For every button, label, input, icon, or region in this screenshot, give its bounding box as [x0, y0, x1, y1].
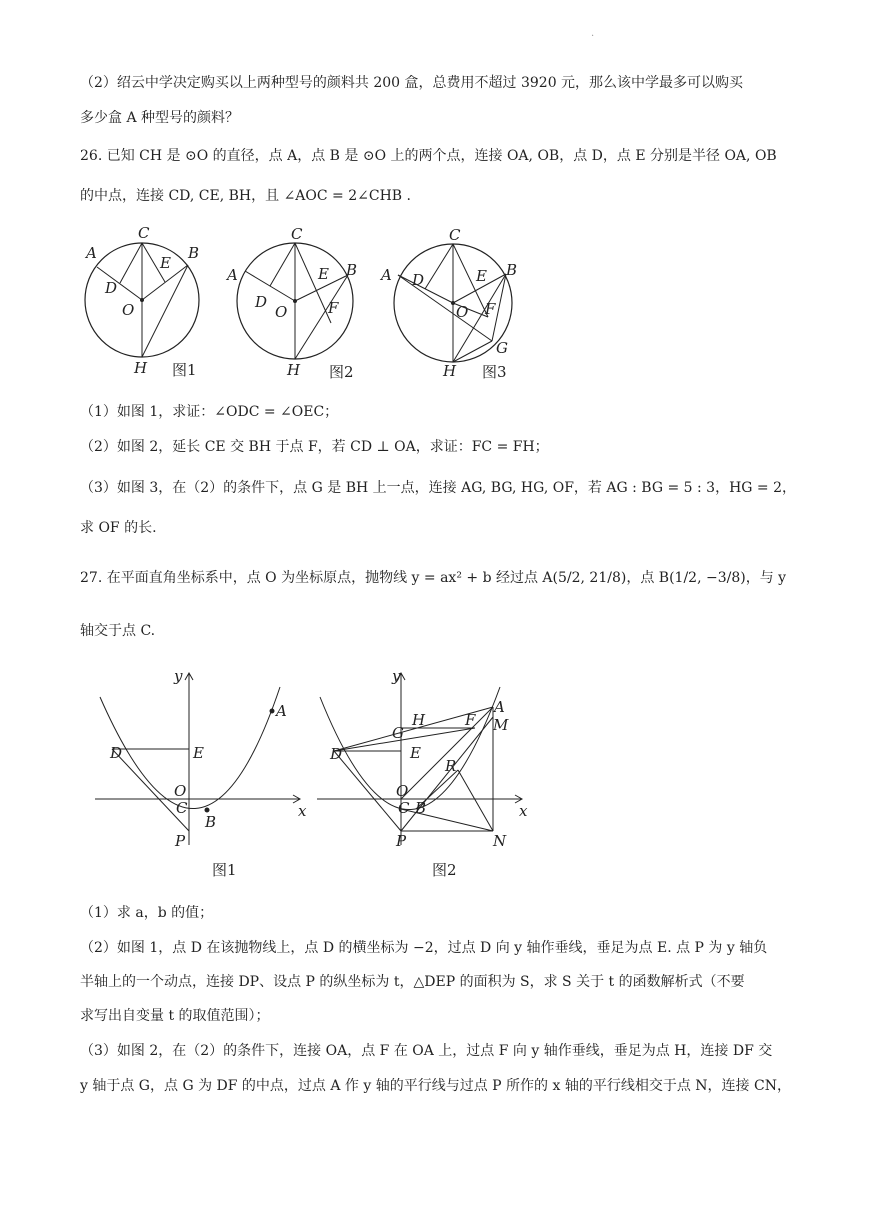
text-line: （2）如图 1，点 D 在该抛物线上，点 D 的横坐标为 −2，过点 D 向 y 轴作垂线，垂足为点 E. 点 P 为 y 轴负 [80, 940, 768, 956]
label-E: E [193, 744, 204, 762]
label-H: H [412, 711, 426, 729]
label-G: G [496, 339, 508, 357]
circle-figure-2 [225, 225, 365, 385]
label-E: E [160, 254, 171, 272]
label-A: A [381, 266, 392, 284]
label-x: x [519, 802, 528, 820]
label-B: B [415, 799, 427, 817]
label-y: y [174, 667, 183, 685]
label-N: N [493, 832, 507, 850]
circle-figure-3 [378, 225, 528, 385]
figure-caption: 图3 [482, 363, 507, 381]
label-A: A [494, 698, 505, 716]
text-line: 求写出自变量 t 的取值范围）； [80, 1008, 270, 1024]
label-F: F [328, 299, 339, 317]
label-A: A [86, 244, 97, 262]
problem-26-title: 26. 已知 CH 是 ⊙O 的直径，点 A，点 B 是 ⊙O 上的两个点，连接 OA, OB，点 D，点 E 分别是半径 OA, OB [80, 148, 777, 164]
figure-caption: 图1 [172, 361, 197, 379]
label-D: D [255, 293, 268, 311]
text-line: （3）如图 2，在（2）的条件下，连接 OA，点 F 在 OA 上，过点 F 向 y 轴作垂线，垂足为点 H，连接 DF 交 [80, 1043, 773, 1059]
label-C: C [291, 225, 303, 243]
text-line: 的中点，连接 CD, CE, BH，且 ∠AOC = 2∠CHB . [80, 188, 411, 204]
label-C: C [138, 225, 150, 242]
label-O: O [275, 303, 288, 321]
label-C: C [176, 799, 188, 817]
label-C: C [449, 226, 461, 244]
label-A: A [227, 266, 238, 284]
text-line: 求 OF 的长. [80, 520, 157, 536]
label-O: O [122, 301, 135, 319]
text-line: （2）如图 2，延长 CE 交 BH 于点 F，若 CD ⊥ OA，求证：FC = FH； [80, 439, 549, 455]
label-B: B [506, 261, 518, 279]
label-F: F [465, 711, 476, 729]
parabola-figure-1 [90, 665, 315, 885]
label-R: R [445, 757, 457, 775]
label-B: B [205, 813, 217, 831]
figure-caption: 图2 [432, 861, 457, 879]
text-line: （1）求 a，b 的值； [80, 905, 214, 921]
parabola-figure-2 [312, 665, 542, 885]
label-O: O [456, 303, 469, 321]
label-y: y [392, 667, 401, 685]
label-O: O [396, 782, 409, 800]
label-A: A [276, 702, 287, 720]
text-line: （2）绍云中学决定购买以上两种型号的颜料共 200 盒，总费用不超过 3920 元，那么该中学最多可以购买 [80, 75, 744, 91]
label-M: M [493, 716, 509, 734]
label-D: D [412, 271, 425, 289]
label-C: C [398, 799, 410, 817]
label-D: D [330, 745, 343, 763]
label-G: G [392, 724, 404, 742]
circle-figure-1 [80, 225, 210, 385]
label-B: B [188, 244, 200, 262]
label-H: H [443, 362, 457, 380]
label-P: P [396, 832, 407, 850]
label-B: B [346, 261, 358, 279]
text-line: 多少盒 A 种型号的颜料？ [80, 110, 240, 126]
label-x: x [298, 802, 307, 820]
label-D: D [110, 744, 123, 762]
text-line: 轴交于点 C. [80, 623, 156, 639]
label-O: O [174, 782, 187, 800]
label-P: P [175, 832, 186, 850]
text-line: （1）如图 1，求证：∠ODC = ∠OEC； [80, 404, 339, 420]
label-E: E [476, 267, 487, 285]
label-F: F [485, 300, 496, 318]
problem-27-title: 27. 在平面直角坐标系中，点 O 为坐标原点，抛物线 y = ax² + b 经过点 A(5/2, 21/8)，点 B(1/2, −3/8)，与 y [80, 570, 787, 586]
label-H: H [134, 359, 148, 377]
figure-caption: 图2 [329, 363, 354, 381]
text-line: 半轴上的一个动点，连接 DP、设点 P 的纵坐标为 t，△DEP 的面积为 S，求 S 关于 t 的函数解析式（不要 [80, 974, 745, 990]
label-D: D [105, 279, 118, 297]
figure-caption: 图1 [212, 861, 237, 879]
label-E: E [318, 265, 329, 283]
label-H: H [287, 361, 301, 379]
text-line: y 轴于点 G，点 G 为 DF 的中点，过点 A 作 y 轴的平行线与过点 P 所作的 x 轴的平行线相交于点 N，连接 CN， [80, 1078, 791, 1094]
label-E: E [410, 744, 421, 762]
page-dot: . [591, 28, 595, 39]
text-line: （3）如图 3，在（2）的条件下，点 G 是 BH 上一点，连接 AG, BG, HG, OF，若 AG : BG = 5 : 3，HG = 2， [80, 480, 797, 496]
